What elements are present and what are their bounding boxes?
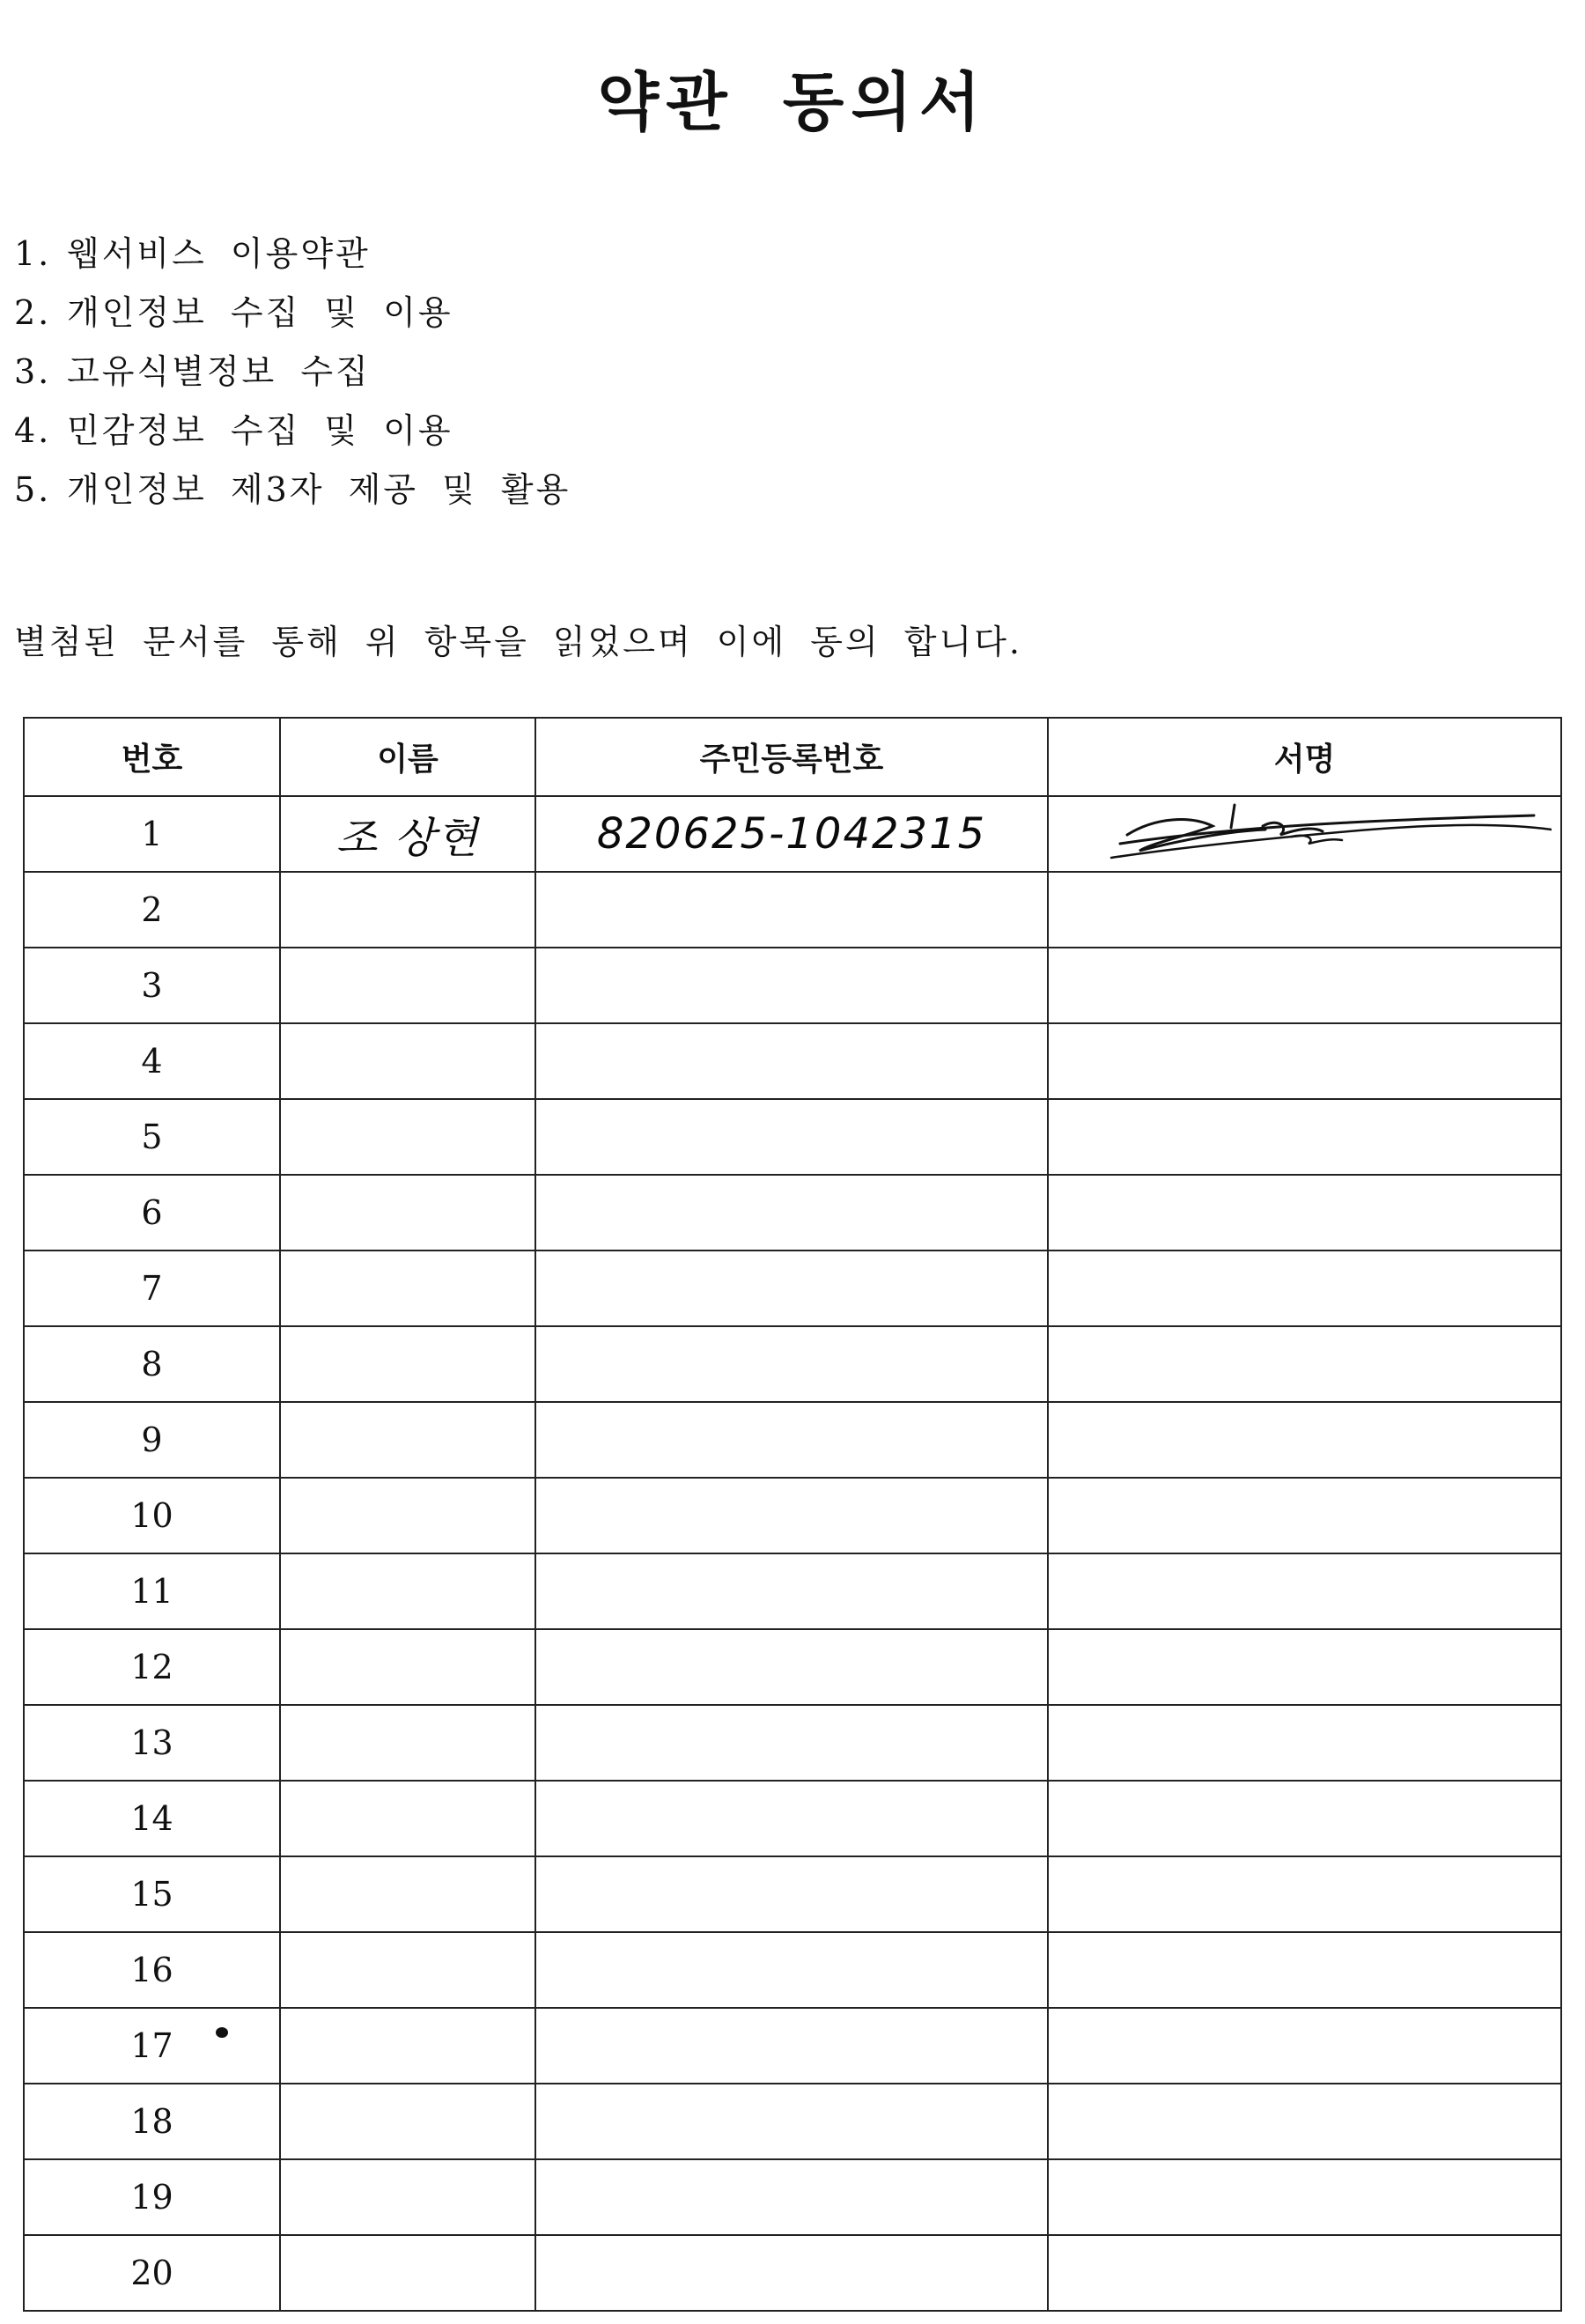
terms-item-number: 3. <box>14 352 52 391</box>
table-row <box>24 1856 1561 1932</box>
row-number: 10 <box>24 1478 280 1553</box>
row-number: 5 <box>24 1099 280 1175</box>
signature-cell <box>1048 2159 1561 2235</box>
table-header-row <box>24 718 1561 796</box>
row-number: 14 <box>24 1781 280 1856</box>
terms-item <box>14 227 571 286</box>
table-row <box>24 1781 1561 1856</box>
document-title: 약관 동의서 <box>597 65 988 140</box>
signature-cell <box>1048 1478 1561 1553</box>
terms-list <box>14 227 571 522</box>
header-signature: 서명 <box>1048 718 1561 796</box>
signature-cell <box>1048 2008 1561 2084</box>
signature-cell <box>1048 2084 1561 2159</box>
signature-cell <box>1048 1402 1561 1478</box>
id-number-cell <box>535 1856 1048 1932</box>
signature-cell <box>1048 1553 1561 1629</box>
table-row <box>24 2159 1561 2235</box>
row-number: 2 <box>24 872 280 948</box>
name-cell <box>280 1175 535 1251</box>
id-number-cell <box>535 1932 1048 2008</box>
id-number-cell <box>535 1326 1048 1402</box>
name-cell <box>280 1781 535 1856</box>
row-number: 13 <box>24 1705 280 1781</box>
id-number-cell <box>535 1553 1048 1629</box>
name-cell <box>280 1629 535 1705</box>
row-number: 7 <box>24 1251 280 1326</box>
row-number: 6 <box>24 1175 280 1251</box>
row-number: 11 <box>24 1553 280 1629</box>
terms-item <box>14 345 571 404</box>
id-number-cell <box>535 1478 1048 1553</box>
id-number-cell <box>535 1251 1048 1326</box>
id-number-cell <box>535 2159 1048 2235</box>
table-row <box>24 1705 1561 1781</box>
table-row <box>24 1932 1561 2008</box>
signature-table <box>23 717 1562 2312</box>
signature-cell <box>1048 1705 1561 1781</box>
name-cell <box>280 1553 535 1629</box>
terms-item-text: 민감정보 수집 및 이용 <box>67 411 453 450</box>
name-cell <box>280 1023 535 1099</box>
terms-item-text: 웹서비스 이용약관 <box>67 234 371 273</box>
table-row <box>24 2235 1561 2311</box>
table-row <box>24 2008 1561 2084</box>
signature-cell <box>1048 796 1561 872</box>
name-cell <box>280 1326 535 1402</box>
table-row <box>24 796 1561 872</box>
row-number: 1 <box>24 796 280 872</box>
id-number-cell <box>535 1099 1048 1175</box>
name-cell <box>280 1932 535 2008</box>
name-cell <box>280 1856 535 1932</box>
table-row <box>24 1553 1561 1629</box>
table-row <box>24 1402 1561 1478</box>
table-row <box>24 2084 1561 2159</box>
table-row <box>24 1023 1561 1099</box>
terms-item-text: 고유식별정보 수집 <box>67 352 371 391</box>
id-number-cell <box>535 1705 1048 1781</box>
signature-cell <box>1048 872 1561 948</box>
name-cell <box>280 2008 535 2084</box>
name-cell <box>280 2159 535 2235</box>
id-number-cell <box>535 1781 1048 1856</box>
name-cell <box>280 1402 535 1478</box>
row-number: 18 <box>24 2084 280 2159</box>
row-number: 9 <box>24 1402 280 1478</box>
table-row <box>24 1251 1561 1326</box>
id-number-cell <box>535 872 1048 948</box>
header-id-number: 주민등록번호 <box>535 718 1048 796</box>
signature-image <box>1058 800 1552 868</box>
signature-cell <box>1048 1629 1561 1705</box>
table-row <box>24 1099 1561 1175</box>
id-number-cell <box>535 1629 1048 1705</box>
table-row <box>24 1478 1561 1553</box>
table-row <box>24 1629 1561 1705</box>
row-number: 4 <box>24 1023 280 1099</box>
name-cell <box>280 1705 535 1781</box>
id-number-cell <box>535 2008 1048 2084</box>
row-number: 17 <box>24 2008 280 2084</box>
signature-cell <box>1048 1781 1561 1856</box>
signature-cell <box>1048 1856 1561 1932</box>
row-number: 20 <box>24 2235 280 2311</box>
id-number-cell <box>535 948 1048 1023</box>
name-cell <box>280 1251 535 1326</box>
table-row <box>24 948 1561 1023</box>
terms-item <box>14 463 571 522</box>
header-name: 이름 <box>280 718 535 796</box>
handwritten-name: 조 상현 <box>335 813 480 863</box>
name-cell <box>280 796 535 872</box>
terms-item-number: 5. <box>14 470 52 509</box>
row-number: 19 <box>24 2159 280 2235</box>
id-number-cell <box>535 1175 1048 1251</box>
terms-item <box>14 404 571 463</box>
terms-item-text: 개인정보 제3자 제공 및 활용 <box>67 470 571 509</box>
terms-item-text: 개인정보 수집 및 이용 <box>67 293 453 332</box>
id-number-cell <box>535 2235 1048 2311</box>
handwritten-id-number: 820625-1042315 <box>596 809 987 859</box>
signature-cell <box>1048 1099 1561 1175</box>
signature-cell <box>1048 1932 1561 2008</box>
consent-statement: 별첨된 문서를 통해 위 항목을 읽었으며 이에 동의 합니다. <box>14 623 1022 661</box>
signature-cell <box>1048 1175 1561 1251</box>
name-cell <box>280 872 535 948</box>
name-cell <box>280 1099 535 1175</box>
id-number-cell <box>535 1402 1048 1478</box>
row-number: 3 <box>24 948 280 1023</box>
row-number: 15 <box>24 1856 280 1932</box>
name-cell <box>280 1478 535 1553</box>
signature-cell <box>1048 1326 1561 1402</box>
id-number-cell <box>535 796 1048 872</box>
name-cell <box>280 948 535 1023</box>
row-number: 12 <box>24 1629 280 1705</box>
signature-cell <box>1048 948 1561 1023</box>
signature-cell <box>1048 1251 1561 1326</box>
row-number: 8 <box>24 1326 280 1402</box>
signature-cell <box>1048 1023 1561 1099</box>
terms-item-number: 1. <box>14 234 52 273</box>
row-number: 16 <box>24 1932 280 2008</box>
id-number-cell <box>535 2084 1048 2159</box>
name-cell <box>280 2235 535 2311</box>
table-row <box>24 872 1561 948</box>
header-number: 번호 <box>24 718 280 796</box>
terms-item-number: 2. <box>14 293 52 332</box>
ink-spot <box>216 2027 228 2038</box>
id-number-cell <box>535 1023 1048 1099</box>
signature-cell <box>1048 2235 1561 2311</box>
terms-item <box>14 286 571 345</box>
table-row <box>24 1175 1561 1251</box>
table-row <box>24 1326 1561 1402</box>
terms-item-number: 4. <box>14 411 52 450</box>
name-cell <box>280 2084 535 2159</box>
